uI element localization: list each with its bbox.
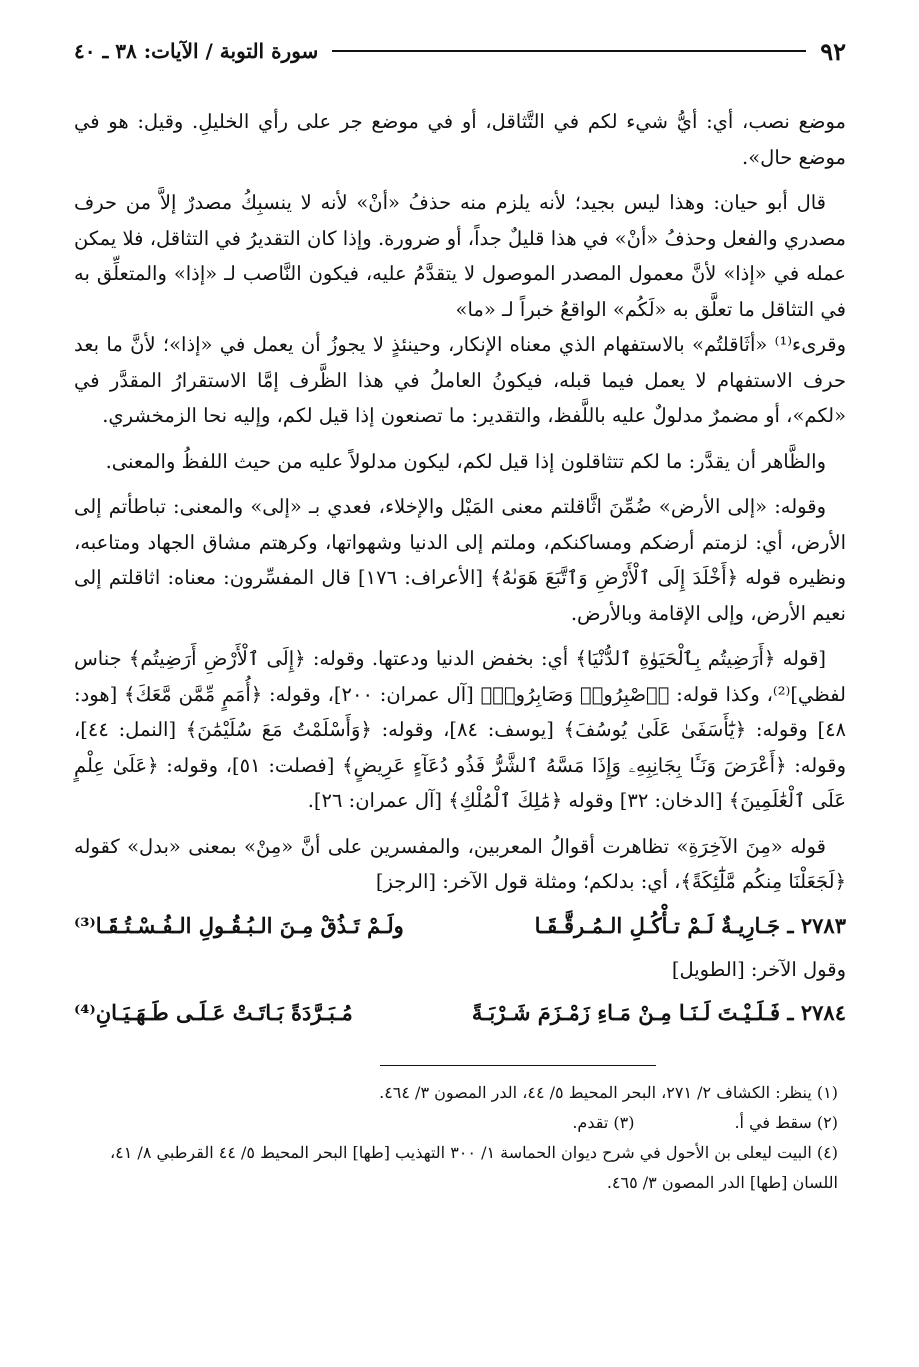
meter-label: وقول الآخر: [الطويل] xyxy=(671,957,846,981)
verse-2783 xyxy=(74,904,846,948)
paragraph-7: قوله «مِنَ الآخِرَةِ» تظاهرت أقوالُ المعربين، والمفسرين على أنَّ «مِنْ» بمعنى «بدل» كقوله ﴿لَجَعَلْنَا مِنكُم مَّلَٰٓئِكَةً﴾، أي: بدلكم؛ ومثلة قول الآخر: [الرجز] xyxy=(74,834,846,893)
paragraph-6: [قوله ﴿أَرَضِيتُم بِٱلْحَيَوٰةِ ٱلدُّنْيَا﴾ أي: بخفض الدنيا ودعتها. وقوله: ﴿إِلَى ٱلْأَرْضِ أَرَضِيتُم﴾ جناس لفظي]⁽²⁾، وكذا قوله: ﴿ٱصْبِرُوا۟ وَصَابِرُوا۟﴾ [آل عمران: ٢٠٠]، وقوله: ﴿أُمَمٍ مِّمَّن مَّعَكَ﴾ [هود: ٤٨] وقوله: ﴿يَٰٓأَسَفَىٰ عَلَىٰ يُوسُفَ﴾ [يوسف: ٨٤]، وقوله: ﴿وَأَسْلَمْتُ مَعَ سُلَيْمَٰنَ﴾ [النمل: ٤٤]، وقوله: ﴿أَعْرَضَ وَنَـَٔا بِجَانِبِهِۦ وَإِذَا مَسَّهُ ٱلشَّرُّ فَذُو دُعَآءٍ عَرِيضٍ﴾ [فصلت: ٥١]، وقوله: ﴿عَلَىٰ عِلْمٍ عَلَى ٱلْعَٰلَمِينَ﴾ [الدخان: ٣٢] وقوله ﴿مَٰلِكَ ٱلْمُلْكِ﴾ [آل عمران: ٢٦]. xyxy=(74,647,847,812)
verse-second-hemistich: ولَـمْ تَـذُقْ مِـنَ الـبُـقُـولِ الـفُـسْـتُـقَـا⁽³⁾ xyxy=(74,912,404,938)
paragraph-5: وقوله: «إلى الأرض» ضُمِّنَ اثَّاقلتم معنى المَيْل والإخلاء، فعدي بـ «إلى» والمعنى: تباطأتم إلى الأرض، أي: لزمتم أرضكم ومساكنكم، وملتم إلى الدنيا وشهواتها، وكرهتم مشاق الجهاد ومتاعبه، ونظيره قوله ﴿أَخْلَدَ إِلَى ٱلْأَرْضِ وَٱتَّبَعَ هَوَىٰهُ﴾ [الأعراف: ١٧٦] قال المفسِّرون: معناه: اثاقلتم إلى نعيم الأرض، وإلى الإقامة وبالأرض. xyxy=(74,495,846,625)
footnote-2: (٢) سقط في أ. xyxy=(734,1113,838,1132)
paragraph-3: وقرىء⁽¹⁾ «أثَاقلتُم» بالاستفهام الذي معناه الإنكار، وحينئذٍ لا يجوزُ أن يعمل في «إذا»؛ لأنَّ ما بعد حرف الاستفهام لا يعمل فيما قبله، فيكونُ العاملُ في هذا الظَّرف إمَّا الاستقرارُ المقدَّر في «لكم»، أو مضمرٌ مدلولٌ عليه باللَّفظ، والتقدير: ما تصنعون إذا قيل لكم، وإليه نحا الزمخشري. xyxy=(74,333,846,427)
footnote-3: (٣) تقدم. xyxy=(572,1113,635,1132)
footnote-rule xyxy=(380,1065,656,1066)
verse-number: ٢٧٨٤ ـ xyxy=(787,1000,846,1025)
verse-first-hemistich: فَـلَـيْـتَ لَـنَـا مِـنْ مَـاءِ زَمْـزَمَ شَـرْبَـةً xyxy=(471,1000,781,1025)
footnote-4: (٤) البيت ليعلى بن الأحول في شرح ديوان الحماسة ١/ ٣٠٠ التهذيب [طها] البحر المحيط ٥/ ٤٤ القرطبي ٨/ ٤١، اللسان [طها] الدر المصون ٣/ ٤٦٥. xyxy=(109,1143,838,1192)
header-rule xyxy=(332,50,806,52)
verse-2784 xyxy=(74,991,846,1035)
verse-number: ٢٧٨٣ ـ xyxy=(787,912,846,938)
verse-second-hemistich: مُـبَـرَّدَةً بَـاتَـتْ عَـلَـى طَـهَـيَـانِ⁽⁴⁾ xyxy=(74,1000,353,1025)
paragraph-1: موضع نصب، أي: أيُّ شيء لكم في التَّثاقل، أو في موضع جر على رأي الخليلِ. وقيل: هو في موضع حال». xyxy=(74,110,846,169)
verse-first-hemistich: جَـارِيـةٌ لَـمْ تـأْكُـلِ الـمُـرقَّـقَـا xyxy=(534,912,781,938)
footnote-1: (١) ينظر: الكشاف ٢/ ٢٧١، البحر المحيط ٥/ ٤٤، الدر المصون ٣/ ٤٦٤. xyxy=(379,1083,838,1102)
footnotes xyxy=(74,1078,838,1198)
running-header xyxy=(74,34,846,68)
main-text xyxy=(74,104,846,1035)
page xyxy=(74,34,846,1198)
page-number: ٩٢ xyxy=(820,36,846,66)
chapter-title: سورة التوبة / الآيات: ٣٨ ـ ٤٠ xyxy=(74,39,319,63)
paragraph-4: والظَّاهر أن يقدَّر: ما لكم تتثاقلون إذا قيل لكم، ليكون مدلولاً عليه من حيث اللفظُ والمعنى. xyxy=(105,449,826,473)
paragraph-2: قال أبو حيان: وهذا ليس بجيد؛ لأنه يلزم منه حذفُ «أنْ» لأنه لا ينسبِكُ مصدرٌ إلاَّ من حرف مصدري والفعل وحذفُ «أنْ» في هذا قليلٌ جداً، أو ضرورة. وإذا كان التقديرُ في التثاقل، فلا يمكن عمله في «إذا» لأنَّ معمول المصدر الموصول لا يتقدَّمُ عليه، فيكون النَّاصب لـ «إذا» والمتعلِّق به في التثاقل ما تعلَّق به «لَكُم» الواقعُ خبراً لـ «ما» xyxy=(74,191,846,321)
